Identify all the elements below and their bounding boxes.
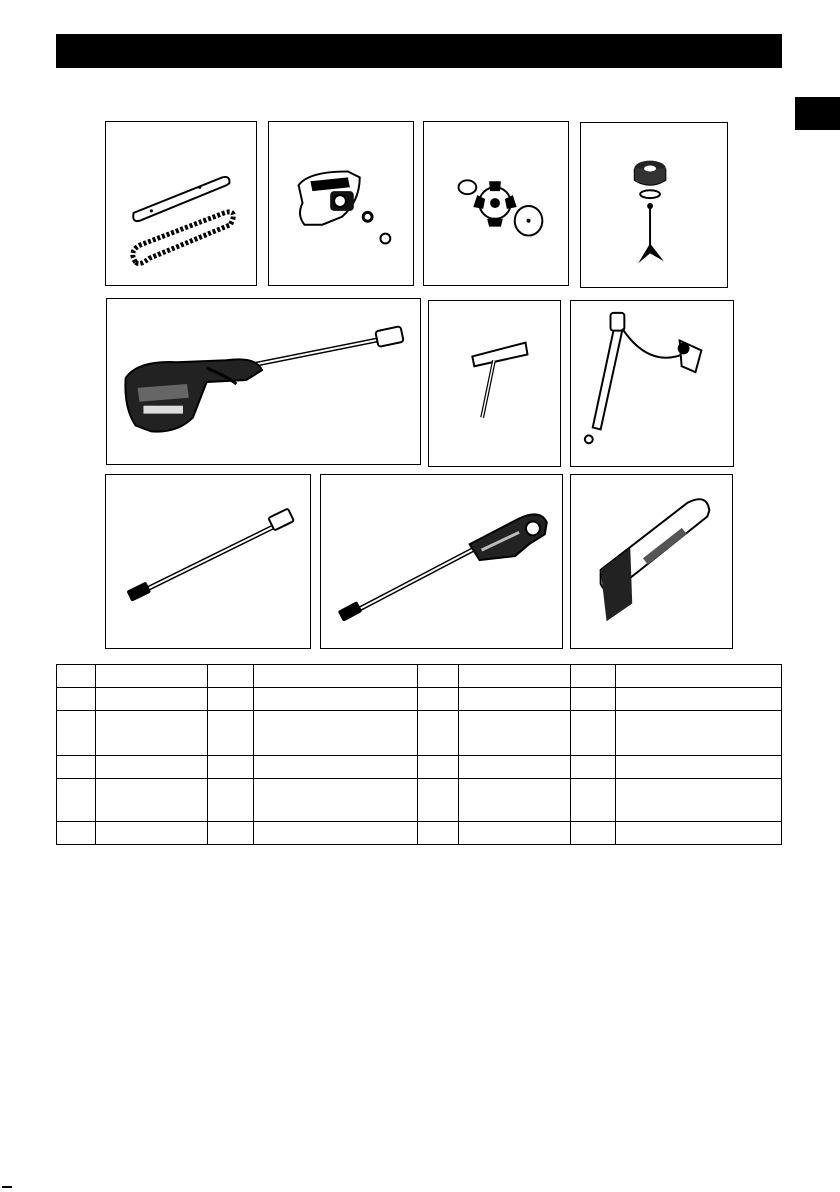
bar-and-chain-illustration (106, 122, 256, 285)
table-cell (616, 665, 782, 688)
table-cell (459, 756, 571, 779)
table-cell (616, 779, 782, 822)
table-cell (253, 756, 418, 779)
table-cell (57, 665, 96, 688)
table-cell (418, 756, 459, 779)
table-cell (459, 822, 571, 845)
table-cell (95, 756, 207, 779)
table-cell (418, 665, 459, 688)
table-cell (571, 822, 616, 845)
table-cell (571, 688, 616, 711)
table-row (57, 665, 782, 688)
scabbard-illustration (571, 475, 732, 648)
extension-pole-illustration (106, 475, 310, 648)
table-cell (207, 688, 253, 711)
page-edge-mark (2, 1186, 12, 1188)
table-cell (95, 688, 207, 711)
table-cell (95, 711, 207, 756)
table-cell (207, 711, 253, 756)
table-cell (418, 688, 459, 711)
section-title-bar (56, 34, 782, 68)
table-cell (616, 688, 782, 711)
table-row (57, 822, 782, 845)
table-cell (207, 665, 253, 688)
table-cell (418, 779, 459, 822)
table-cell (57, 779, 96, 822)
parts-table (56, 664, 782, 845)
panel-oil-cap (580, 122, 728, 288)
table-cell (57, 711, 96, 756)
table-row (57, 688, 782, 711)
table-cell (459, 711, 571, 756)
panel-extension-pole (105, 474, 311, 649)
power-head-illustration (107, 299, 420, 464)
oil-cap-illustration (581, 123, 727, 287)
table-cell (57, 688, 96, 711)
panel-sprocket (423, 121, 569, 286)
table-cell (459, 688, 571, 711)
table-cell (616, 822, 782, 845)
table-cell (95, 665, 207, 688)
wrench-illustration (429, 301, 560, 466)
table-cell (616, 756, 782, 779)
table-cell (571, 665, 616, 688)
table-cell (207, 756, 253, 779)
sprocket-illustration (424, 122, 568, 285)
table-cell (253, 665, 418, 688)
table-row (57, 711, 782, 756)
panel-bar-and-chain (105, 121, 257, 286)
language-side-tab (795, 97, 840, 130)
panel-chain-cover (268, 121, 414, 286)
table-cell (571, 756, 616, 779)
table-cell (57, 822, 96, 845)
table-cell (418, 822, 459, 845)
table-cell (253, 711, 418, 756)
table-cell (418, 711, 459, 756)
table-cell (571, 779, 616, 822)
table-cell (571, 711, 616, 756)
table-cell (57, 756, 96, 779)
table-row (57, 779, 782, 822)
panel-power-head (106, 298, 421, 465)
saw-head-illustration (321, 475, 562, 648)
shoulder-strap-illustration (571, 301, 733, 466)
table-cell (207, 822, 253, 845)
table-cell (616, 711, 782, 756)
table-cell (253, 779, 418, 822)
table-cell (459, 665, 571, 688)
table-cell (95, 779, 207, 822)
panel-saw-head (320, 474, 563, 649)
table-cell (459, 779, 571, 822)
table-cell (253, 688, 418, 711)
table-cell (253, 822, 418, 845)
panel-wrench (428, 300, 561, 467)
table-cell (95, 822, 207, 845)
table-row (57, 756, 782, 779)
panel-shoulder-strap (570, 300, 734, 467)
chain-cover-illustration (269, 122, 413, 285)
table-cell (207, 779, 253, 822)
panel-scabbard (570, 474, 733, 649)
